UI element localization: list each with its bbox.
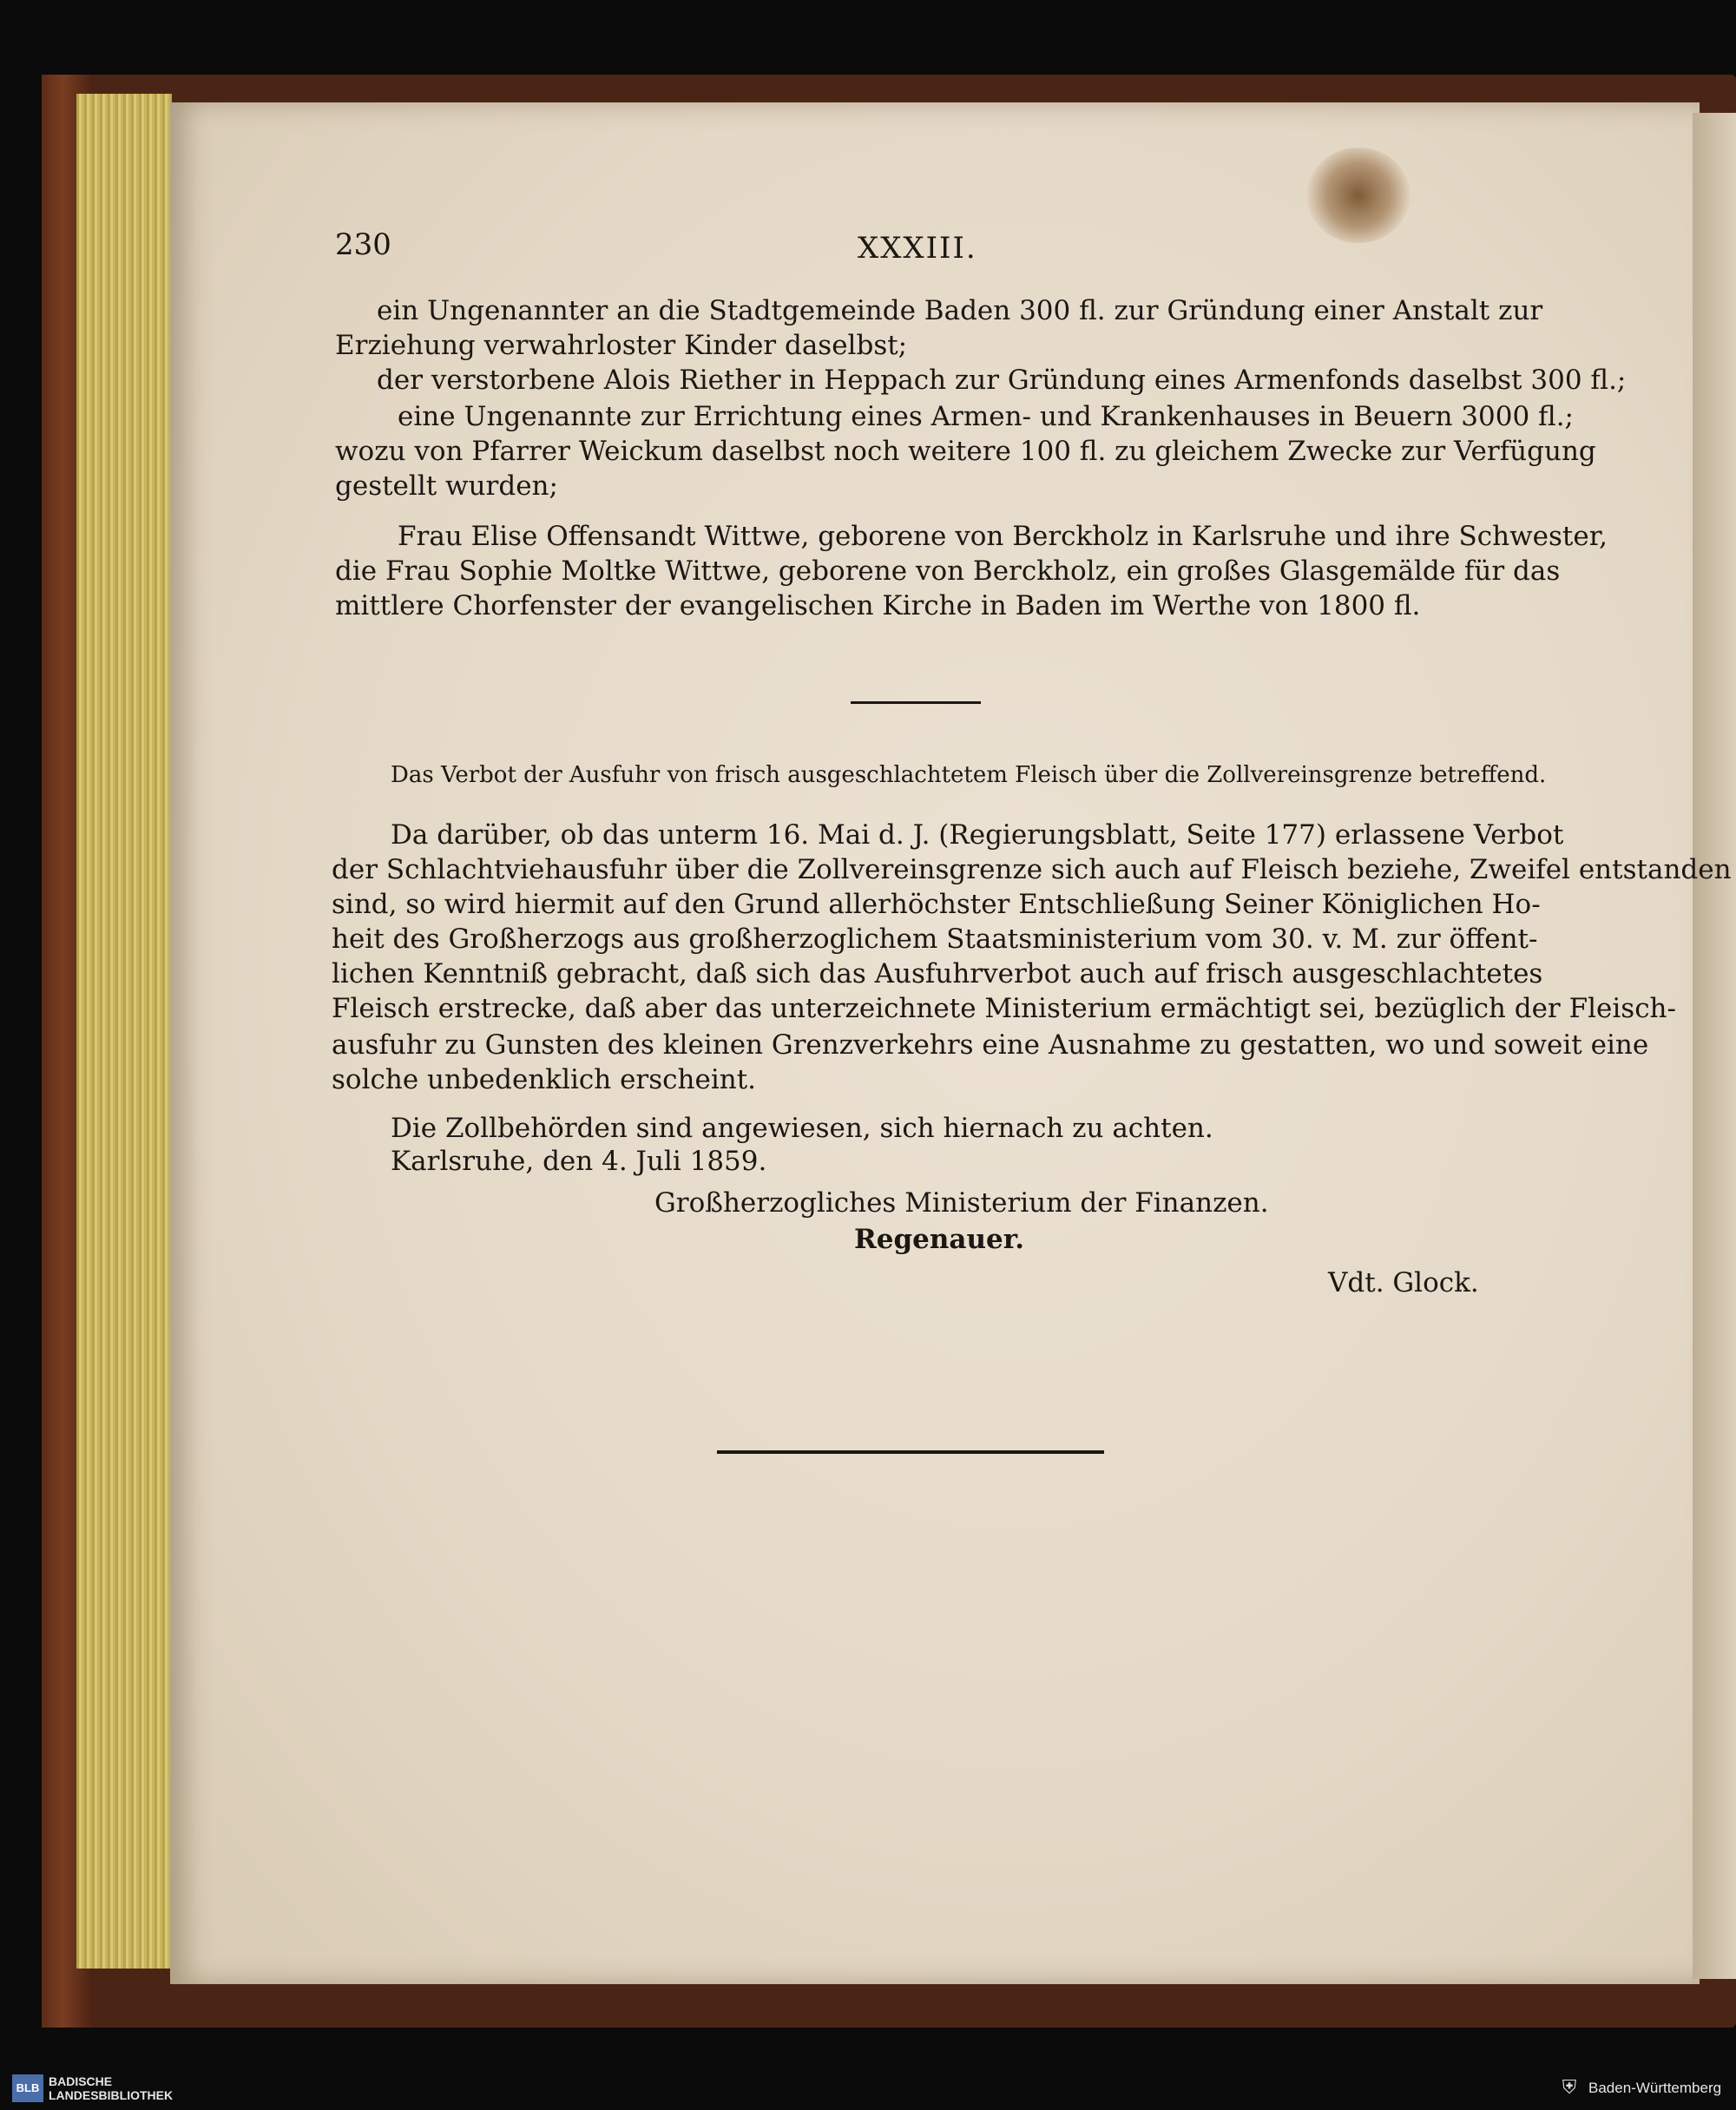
- facing-page-edge: [1693, 113, 1736, 1979]
- footer-bar: [0, 2067, 1736, 2110]
- text-line: mittlere Chorfenster der evangelischen Kirche in Baden im Werthe von 1800 fl.: [335, 590, 1421, 621]
- text-line: heit des Großherzogs aus großherzoglichem Staatsministerium vom 30. v. M. zur öffent-: [332, 924, 1538, 955]
- page-number: 230: [335, 227, 391, 262]
- text-line: Karlsruhe, den 4. Juli 1859.: [391, 1146, 767, 1177]
- text-line: gestellt wurden;: [335, 470, 558, 502]
- ministry-name: Großherzogliches Ministerium der Finanzen.: [654, 1187, 1269, 1219]
- coat-of-arms-icon: ⛨: [1562, 2077, 1577, 2099]
- library-name-line1: BADISCHE: [49, 2074, 113, 2088]
- text-line: Die Zollbehörden sind angewiesen, sich hiernach zu achten.: [391, 1113, 1213, 1144]
- text-line: Erziehung verwahrloster Kinder daselbst;: [335, 330, 908, 361]
- countersignature: Vdt. Glock.: [1328, 1267, 1479, 1298]
- closing-rule: [717, 1450, 1104, 1454]
- text-line: der verstorbene Alois Riether in Heppach zur Gründung eines Armenfonds daselbst 300 fl.;: [377, 365, 1627, 396]
- text-line: der Schlachtviehausfuhr über die Zollvereinsgrenze sich auch auf Fleisch beziehe, Zweifel entstanden: [332, 854, 1732, 885]
- text-line: die Frau Sophie Moltke Wittwe, geborene von Berckholz, ein großes Glasgemälde für das: [335, 555, 1561, 587]
- text-line: lichen Kenntniß gebracht, daß sich das Ausfuhrverbot auch auf frisch ausgeschlachtetes: [332, 958, 1543, 989]
- text-line: Da darüber, ob das unterm 16. Mai d. J. (Regierungsblatt, Seite 177) erlassene Verbot: [391, 819, 1564, 851]
- signature: Regenauer.: [854, 1224, 1025, 1255]
- text-line: ein Ungenannter an die Stadtgemeinde Baden 300 fl. zur Gründung einer Anstalt zur: [377, 295, 1543, 326]
- text-line: Fleisch erstrecke, daß aber das unterzeichnete Ministerium ermächtigt sei, bezüglich der Fleisch-: [332, 993, 1677, 1024]
- library-name-line2: LANDESBIBLIOTHEK: [49, 2088, 174, 2102]
- blb-logo[interactable]: BLB: [12, 2074, 43, 2102]
- page-stain: [1306, 148, 1410, 243]
- section-heading: Das Verbot der Ausfuhr von frisch ausgeschlachtetem Fleisch über die Zollvereinsgrenze betreffend.: [391, 762, 1547, 788]
- text-line: Frau Elise Offensandt Wittwe, geborene von Berckholz in Karlsruhe und ihre Schwester,: [398, 521, 1608, 552]
- text-line: ausfuhr zu Gunsten des kleinen Grenzverkehrs eine Ausnahme zu gestatten, wo und soweit eine: [332, 1029, 1649, 1061]
- section-divider: [851, 701, 981, 704]
- library-name[interactable]: [49, 2074, 173, 2102]
- text-line: eine Ungenannte zur Errichtung eines Armen- und Krankenhauses in Beuern 3000 fl.;: [398, 401, 1574, 432]
- text-line: wozu von Pfarrer Weickum daselbst noch weitere 100 fl. zu gleichem Zwecke zur Verfügung: [335, 436, 1596, 467]
- text-line: sind, so wird hiermit auf den Grund allerhöchster Entschließung Seiner Königlichen Ho-: [332, 889, 1541, 920]
- gilt-page-edges: [76, 94, 172, 1969]
- text-line: solche unbedenklich erscheint.: [332, 1064, 757, 1095]
- state-logo-text[interactable]: Baden-Württemberg: [1588, 2080, 1722, 2096]
- chapter-heading: XXXIII.: [858, 231, 977, 266]
